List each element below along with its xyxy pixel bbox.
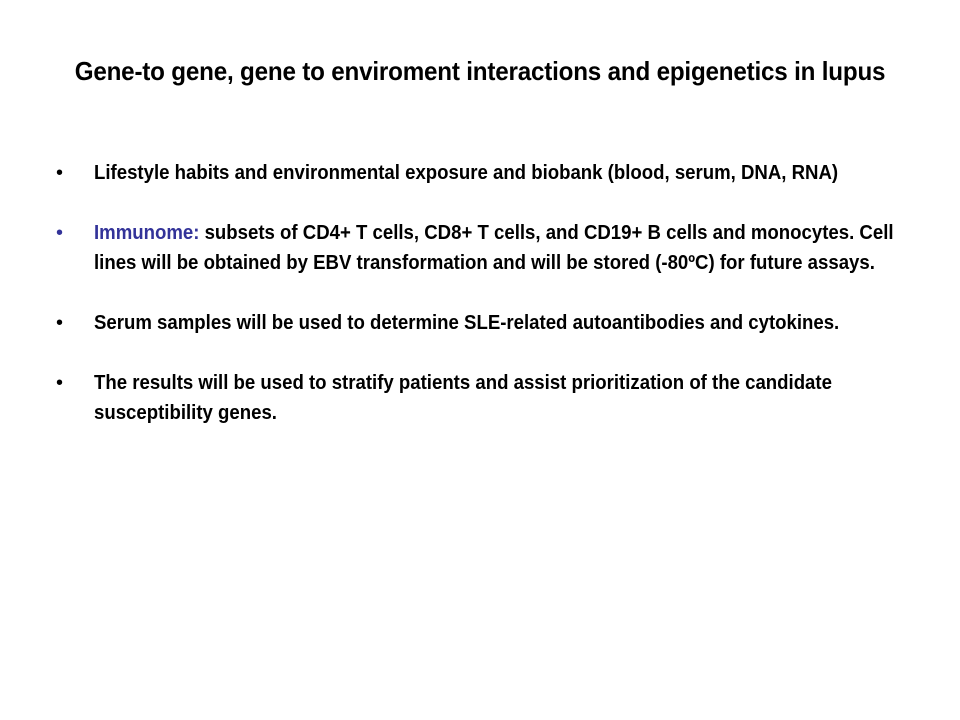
slide-title: Gene-to gene, gene to enviroment interactions and epigenetics in lupus	[74, 56, 886, 86]
bullet-item	[56, 158, 926, 188]
bullet-marker: •	[56, 372, 64, 394]
bullet-body: subsets of CD4+ T cells, CD8+ T cells, and CD19+ B cells and monocytes. Cell lines will be obtained by EBV transformation and will be stored (-80ºC) for future assays.	[94, 222, 894, 274]
bullet-body: Serum samples will be used to determine SLE-related autoantibodies and cytokines.	[94, 312, 840, 334]
bullet-body: The results will be used to stratify patients and assist prioritization of the candidate susceptibility genes.	[94, 372, 832, 424]
bullet-list	[56, 158, 926, 458]
bullet-marker: •	[56, 222, 64, 244]
bullet-lead-highlight: Immunome:	[94, 222, 200, 244]
bullet-text	[94, 218, 912, 278]
bullet-item	[56, 368, 926, 428]
bullet-text	[94, 308, 912, 338]
bullet-item	[56, 218, 926, 278]
bullet-text	[94, 368, 912, 428]
bullet-marker: •	[56, 312, 64, 334]
bullet-marker: •	[56, 162, 64, 184]
bullet-text	[94, 158, 912, 188]
bullet-item	[56, 308, 926, 338]
bullet-body: Lifestyle habits and environmental exposure and biobank (blood, serum, DNA, RNA)	[94, 162, 839, 184]
